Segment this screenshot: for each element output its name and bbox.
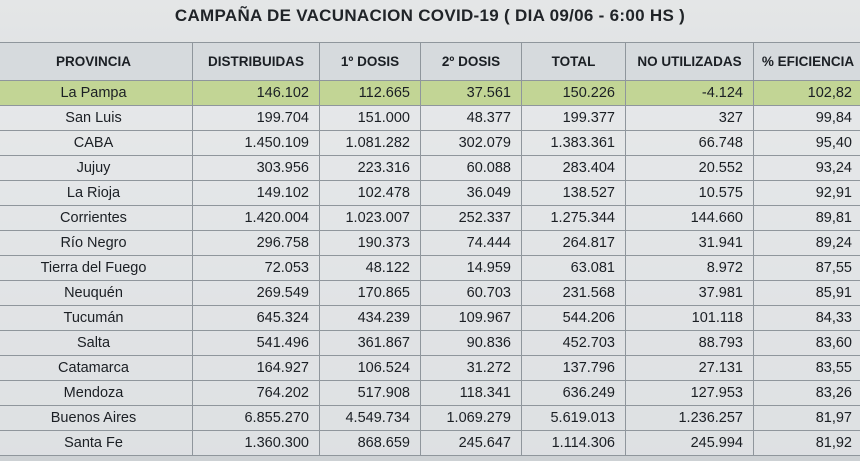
cell-1-dosis: 106.524 <box>320 356 421 381</box>
cell-provincia: Salta <box>0 331 193 356</box>
cell-distribuidas: 146.102 <box>193 81 320 106</box>
cell-total: 264.817 <box>522 231 626 256</box>
cell-distribuidas: 199.704 <box>193 106 320 131</box>
cell-no-utilizadas: 88.793 <box>626 331 754 356</box>
table-row <box>0 381 860 406</box>
cell-no-utilizadas: 1.236.257 <box>626 406 754 431</box>
cell-no-utilizadas: 144.660 <box>626 206 754 231</box>
cell-provincia: Mendoza <box>0 381 193 406</box>
cell-no-utilizadas: 327 <box>626 106 754 131</box>
cell-provincia: Río Negro <box>0 231 193 256</box>
cell-distribuidas: 296.758 <box>193 231 320 256</box>
cell-no-utilizadas: 10.575 <box>626 181 754 206</box>
col-header-no-utilizadas: NO UTILIZADAS <box>626 43 754 81</box>
cell-provincia: Buenos Aires <box>0 406 193 431</box>
cell-2-dosis: 90.836 <box>421 331 522 356</box>
cell-distribuidas: 72.053 <box>193 256 320 281</box>
table-row <box>0 81 860 106</box>
cell-provincia: Catamarca <box>0 356 193 381</box>
cell-1-dosis: 4.549.734 <box>320 406 421 431</box>
table-row <box>0 356 860 381</box>
cell-eficiencia: 92,91 <box>754 181 860 206</box>
cell-total: 137.796 <box>522 356 626 381</box>
cell-distribuidas: 645.324 <box>193 306 320 331</box>
cell-total: 138.527 <box>522 181 626 206</box>
cell-distribuidas: 164.927 <box>193 356 320 381</box>
table-row <box>0 306 860 331</box>
sheet-title: CAMPAÑA DE VACUNACION COVID-19 ( DIA 09/06 - 6:00 HS ) <box>174 6 686 25</box>
table-row <box>0 131 860 156</box>
cell-1-dosis: 361.867 <box>320 331 421 356</box>
table-body <box>0 81 860 456</box>
table-row <box>0 406 860 431</box>
col-header-distribuidas: DISTRIBUIDAS <box>193 43 320 81</box>
cell-total: 231.568 <box>522 281 626 306</box>
cell-total: 544.206 <box>522 306 626 331</box>
cell-total: 63.081 <box>522 256 626 281</box>
cell-eficiencia: 95,40 <box>754 131 860 156</box>
cell-total: 283.404 <box>522 156 626 181</box>
cell-2-dosis: 1.069.279 <box>421 406 522 431</box>
cell-distribuidas: 1.360.300 <box>193 431 320 456</box>
cell-1-dosis: 151.000 <box>320 106 421 131</box>
cell-2-dosis: 14.959 <box>421 256 522 281</box>
cell-eficiencia: 83,26 <box>754 381 860 406</box>
cell-2-dosis: 36.049 <box>421 181 522 206</box>
cell-distribuidas: 303.956 <box>193 156 320 181</box>
col-header-eficiencia: % EFICIENCIA <box>754 43 860 81</box>
cell-eficiencia: 85,91 <box>754 281 860 306</box>
cell-2-dosis: 302.079 <box>421 131 522 156</box>
cell-total: 5.619.013 <box>522 406 626 431</box>
cell-2-dosis: 31.272 <box>421 356 522 381</box>
cell-2-dosis: 245.647 <box>421 431 522 456</box>
cell-distribuidas: 541.496 <box>193 331 320 356</box>
cell-provincia: Tucumán <box>0 306 193 331</box>
cell-1-dosis: 517.908 <box>320 381 421 406</box>
cell-2-dosis: 48.377 <box>421 106 522 131</box>
cell-eficiencia: 84,33 <box>754 306 860 331</box>
table-row <box>0 106 860 131</box>
table-row <box>0 231 860 256</box>
cell-1-dosis: 1.081.282 <box>320 131 421 156</box>
cell-eficiencia: 89,81 <box>754 206 860 231</box>
cell-2-dosis: 109.967 <box>421 306 522 331</box>
cell-distribuidas: 6.855.270 <box>193 406 320 431</box>
cell-total: 150.226 <box>522 81 626 106</box>
cell-no-utilizadas: 8.972 <box>626 256 754 281</box>
table-row <box>0 206 860 231</box>
cell-no-utilizadas: 31.941 <box>626 231 754 256</box>
cell-total: 1.114.306 <box>522 431 626 456</box>
cell-no-utilizadas: 101.118 <box>626 306 754 331</box>
cell-eficiencia: 81,92 <box>754 431 860 456</box>
cell-total: 1.275.344 <box>522 206 626 231</box>
cell-provincia: Tierra del Fuego <box>0 256 193 281</box>
cell-distribuidas: 1.420.004 <box>193 206 320 231</box>
cell-provincia: CABA <box>0 131 193 156</box>
table-row <box>0 331 860 356</box>
cell-distribuidas: 764.202 <box>193 381 320 406</box>
table-row <box>0 181 860 206</box>
cell-1-dosis: 868.659 <box>320 431 421 456</box>
cell-2-dosis: 74.444 <box>421 231 522 256</box>
cell-eficiencia: 93,24 <box>754 156 860 181</box>
cell-distribuidas: 269.549 <box>193 281 320 306</box>
cell-provincia: Corrientes <box>0 206 193 231</box>
col-header-total: TOTAL <box>522 43 626 81</box>
cell-2-dosis: 37.561 <box>421 81 522 106</box>
cell-eficiencia: 83,60 <box>754 331 860 356</box>
cell-provincia: Neuquén <box>0 281 193 306</box>
col-header-2-dosis: 2º DOSIS <box>421 43 522 81</box>
cell-total: 636.249 <box>522 381 626 406</box>
cell-eficiencia: 102,82 <box>754 81 860 106</box>
cell-1-dosis: 102.478 <box>320 181 421 206</box>
cell-2-dosis: 252.337 <box>421 206 522 231</box>
cell-1-dosis: 223.316 <box>320 156 421 181</box>
cell-no-utilizadas: 66.748 <box>626 131 754 156</box>
cell-provincia: Santa Fe <box>0 431 193 456</box>
cell-eficiencia: 81,97 <box>754 406 860 431</box>
cell-no-utilizadas: 20.552 <box>626 156 754 181</box>
cell-distribuidas: 149.102 <box>193 181 320 206</box>
cell-total: 452.703 <box>522 331 626 356</box>
cell-eficiencia: 99,84 <box>754 106 860 131</box>
col-header-1-dosis: 1º DOSIS <box>320 43 421 81</box>
header-row <box>0 43 860 81</box>
cell-1-dosis: 170.865 <box>320 281 421 306</box>
cell-distribuidas: 1.450.109 <box>193 131 320 156</box>
cell-2-dosis: 60.088 <box>421 156 522 181</box>
cell-1-dosis: 112.665 <box>320 81 421 106</box>
cell-2-dosis: 60.703 <box>421 281 522 306</box>
cell-no-utilizadas: 245.994 <box>626 431 754 456</box>
cell-no-utilizadas: -4.124 <box>626 81 754 106</box>
cell-eficiencia: 83,55 <box>754 356 860 381</box>
vaccination-table <box>0 42 860 456</box>
cell-total: 1.383.361 <box>522 131 626 156</box>
cell-provincia: Jujuy <box>0 156 193 181</box>
cell-no-utilizadas: 27.131 <box>626 356 754 381</box>
cell-1-dosis: 190.373 <box>320 231 421 256</box>
table-row <box>0 281 860 306</box>
cell-provincia: La Pampa <box>0 81 193 106</box>
cell-provincia: La Rioja <box>0 181 193 206</box>
cell-no-utilizadas: 127.953 <box>626 381 754 406</box>
cell-total: 199.377 <box>522 106 626 131</box>
cell-eficiencia: 89,24 <box>754 231 860 256</box>
cell-1-dosis: 1.023.007 <box>320 206 421 231</box>
col-header-provincia: PROVINCIA <box>0 43 193 81</box>
cell-provincia: San Luis <box>0 106 193 131</box>
cell-2-dosis: 118.341 <box>421 381 522 406</box>
cell-no-utilizadas: 37.981 <box>626 281 754 306</box>
cell-1-dosis: 434.239 <box>320 306 421 331</box>
cell-eficiencia: 87,55 <box>754 256 860 281</box>
cell-1-dosis: 48.122 <box>320 256 421 281</box>
table-row <box>0 256 860 281</box>
table-row <box>0 156 860 181</box>
table-row <box>0 431 860 456</box>
